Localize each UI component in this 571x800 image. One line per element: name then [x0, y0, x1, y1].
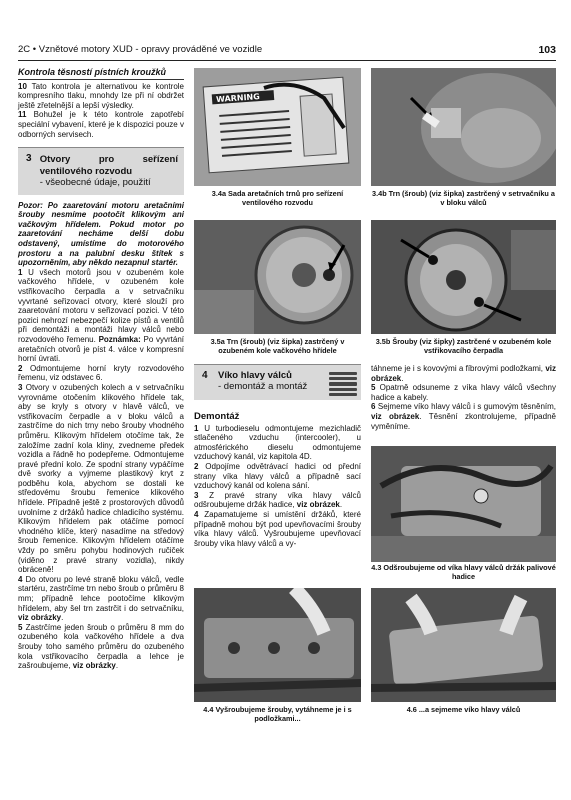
- column-left: [18, 68, 184, 671]
- paragraph-3: 3 Otvory v ozubených kolech a v setrvačníku vyrovnáme otočením klikového hřídele tak, aby se kryly s otvory v hlavě válců, ve vstřikovacím čerpadle a v bloku válců a zastrčíme do nich trny nebo šrouby vhodného průměru. Klikovým hřídelem otočíme tak, že založíme zadní kola kliny, zvedneme předek vozidla a řádně ho podepřeme. Odmontujeme pravé přední kolo. Ze spodní strany vypáčíme dvě svorky a vyjmeme plastikový kryt z podběhu kola, abychom se dostali ke středovému šroubu řemenice klikového hřídele. Případně ještě z prostorových důvodů uvolníme z držáků hadice chladicího systému. Klikovým hřídelem pak otáčíme pomocí vhodného klíče, který nasadíme na středový šroub řemenice. Klikovým hřídelem otáčíme vždy po směru pohybu hodinových ručiček (viděno z pravé strany vozidla), nikdy obráceně!: [18, 382, 184, 575]
- caption-3-4a: 3.4a Sada aretačních trnů pro seřízení ventilového rozvodu: [211, 189, 344, 207]
- difficulty-wrench-icon: [329, 370, 357, 396]
- paragraph-4-4-cont: táhneme je i s kovovými a fíbrovými podložkami, viz obrázek.: [371, 364, 556, 383]
- caption-3-4b: 3.4b Trn (šroub) (viz šipka) zastrčený v setrvačníku a v bloku válců: [372, 189, 555, 207]
- section-number: 4: [202, 370, 208, 381]
- figure-4-6-photo: [371, 588, 556, 702]
- header-rule: [18, 60, 556, 61]
- figure-4-3-photo: [371, 446, 556, 562]
- paragraph-4-1: 1 U turbodieselu odmontujeme mezichladič stlačeného vzduchu (intercooler), u atmosférického dieselu odmontujeme vzduchový kanál, viz kapitola 4D.: [194, 423, 361, 462]
- caption-3-5a: 3.5a Trn (šroub) (viz šipka) zastrčený v ozubeném kole vačkového hřídele: [210, 337, 345, 355]
- paragraph-1: 1 U všech motorů jsou v ozubeném kole vačkového hřídele, v ozubeném kole vstřikovacího čerpadla a v setrvačníku vyvrtané seřizovací otvory, které slouží pro zaaretování motoru v seřizovací pozici. V této pozici nehrozí nebezpečí kolize pístů a ventilů při demontáži a montáži hlavy válců nebo rozvodového řemenu. Poznámka: Po vyvrtání aretačních otvorů je píst 4. válce v kompresní horní úvrati.: [18, 267, 184, 364]
- paragraph-2: 2 Odmontujeme horní kryty rozvodového řemenu, viz odstavec 6.: [18, 363, 184, 383]
- warning-tag-text: WARNING: [215, 92, 261, 105]
- section-box-4: [194, 364, 361, 400]
- caption-4-6: 4.6 ...a sejmeme víko hlavy válců: [406, 705, 521, 714]
- section-subtitle: - všeobecné údaje, použití: [39, 177, 151, 189]
- figure-4-4-photo: [194, 588, 361, 702]
- section-number: 3: [26, 153, 32, 165]
- paragraph-4-2: 2 Odpojíme odvětrávací hadici od přední strany víka hlavy válců a případně sací vzduchový kanál od kolena sání.: [194, 461, 361, 491]
- paragraph-11: 11 Bohužel je k této kontrole zapotřebí speciální vybavení, které je k dispozici pouze v odborných servisech.: [18, 110, 184, 139]
- paragraph-10: 10 Tato kontrola je alternativou ke kontrole kompresního tlaku, mnohdy lze při ní obdržet ještě zřetelnější a lepší výsledky.: [18, 81, 184, 110]
- warning-paragraph: Pozor: Po zaaretování motoru aretačními šrouby nesmíme pootočit klikovým ani vačkovým hřídelem. Pokud motor po zaaretování necháme delší dobu odstavený, umístíme do motorového prostoru a na palubní desku štítek s upozorněním, aby někdo nezapnul startér.: [18, 200, 184, 268]
- section-subtitle: - demontáž a montáž: [218, 381, 308, 392]
- paragraph-4: 4 Do otvoru po levé straně bloku válců, vedle startéru, zastrčíme trn nebo šroub o průměru 8 mm; případně lehce pootočíme klikovým hřídelem, aby šel trn zastrčit i do setrvačníku, viz obrázky.: [18, 574, 184, 623]
- paragraph-4-5: 5 Opatrně odsuneme z víka hlavy válců všechny hadice a kabely.: [371, 383, 556, 402]
- figure-3-4a-photo: [194, 68, 361, 186]
- section-title: Otvory pro seřízení ventilového rozvodu: [39, 154, 178, 177]
- caption-4-3: 4.3 Odšroubujeme od víka hlavy válců držák palivové hadice: [371, 563, 556, 581]
- section-title-piston-rings: Kontrola těsností pístních kroužků: [18, 68, 184, 80]
- paragraph-5: 5 Zastrčíme jeden šroub o průměru 8 mm do ozubeného kola vačkového hřídele a dva šrouby toho samého průměru do ozubeného kola vstřikovacího čerpadla a lehce je zašroubujeme, viz obrázky.: [18, 622, 184, 671]
- paragraph-4-3: 3 Z pravé strany víka hlavy válců odšroubujeme držák hadice, viz obrázek.: [194, 490, 361, 510]
- figure-3-5b-photo: [371, 220, 556, 334]
- figure-3-4b-photo: [371, 68, 556, 186]
- column-right-text: [371, 364, 556, 431]
- caption-4-4: 4.4 Vyšroubujeme šrouby, vytáhneme je i s podložkami...: [203, 705, 352, 723]
- figure-3-5a-photo: [194, 220, 361, 334]
- section-title: Víko hlavy válců: [218, 370, 292, 381]
- column-middle: [194, 408, 361, 548]
- section-box-3: [18, 147, 184, 195]
- paragraph-4-6: 6 Sejmeme víko hlavy válců i s gumovým těsněním, viz obrázek. Těsnění zkontrolujeme, případně vyměníme.: [371, 402, 557, 431]
- subheading-removal: Demontáž: [194, 411, 240, 422]
- page-header: [18, 44, 556, 58]
- running-head: 2C • Vznětové motory XUD - opravy prováděné ve vozidle: [18, 44, 263, 55]
- paragraph-4-4: 4 Zapamatujeme si umístění držáků, které případně mohou být pod upevňovacími šrouby víka hlavy válců. Vyšroubujeme upevňovací šrouby víka hlavy válců a vy-: [194, 509, 361, 548]
- caption-3-5b: 3.5b Šrouby (viz šipky) zastrčené v ozubeném kole vstřikovacího čerpadla: [375, 337, 552, 355]
- page-number: 103: [538, 44, 556, 56]
